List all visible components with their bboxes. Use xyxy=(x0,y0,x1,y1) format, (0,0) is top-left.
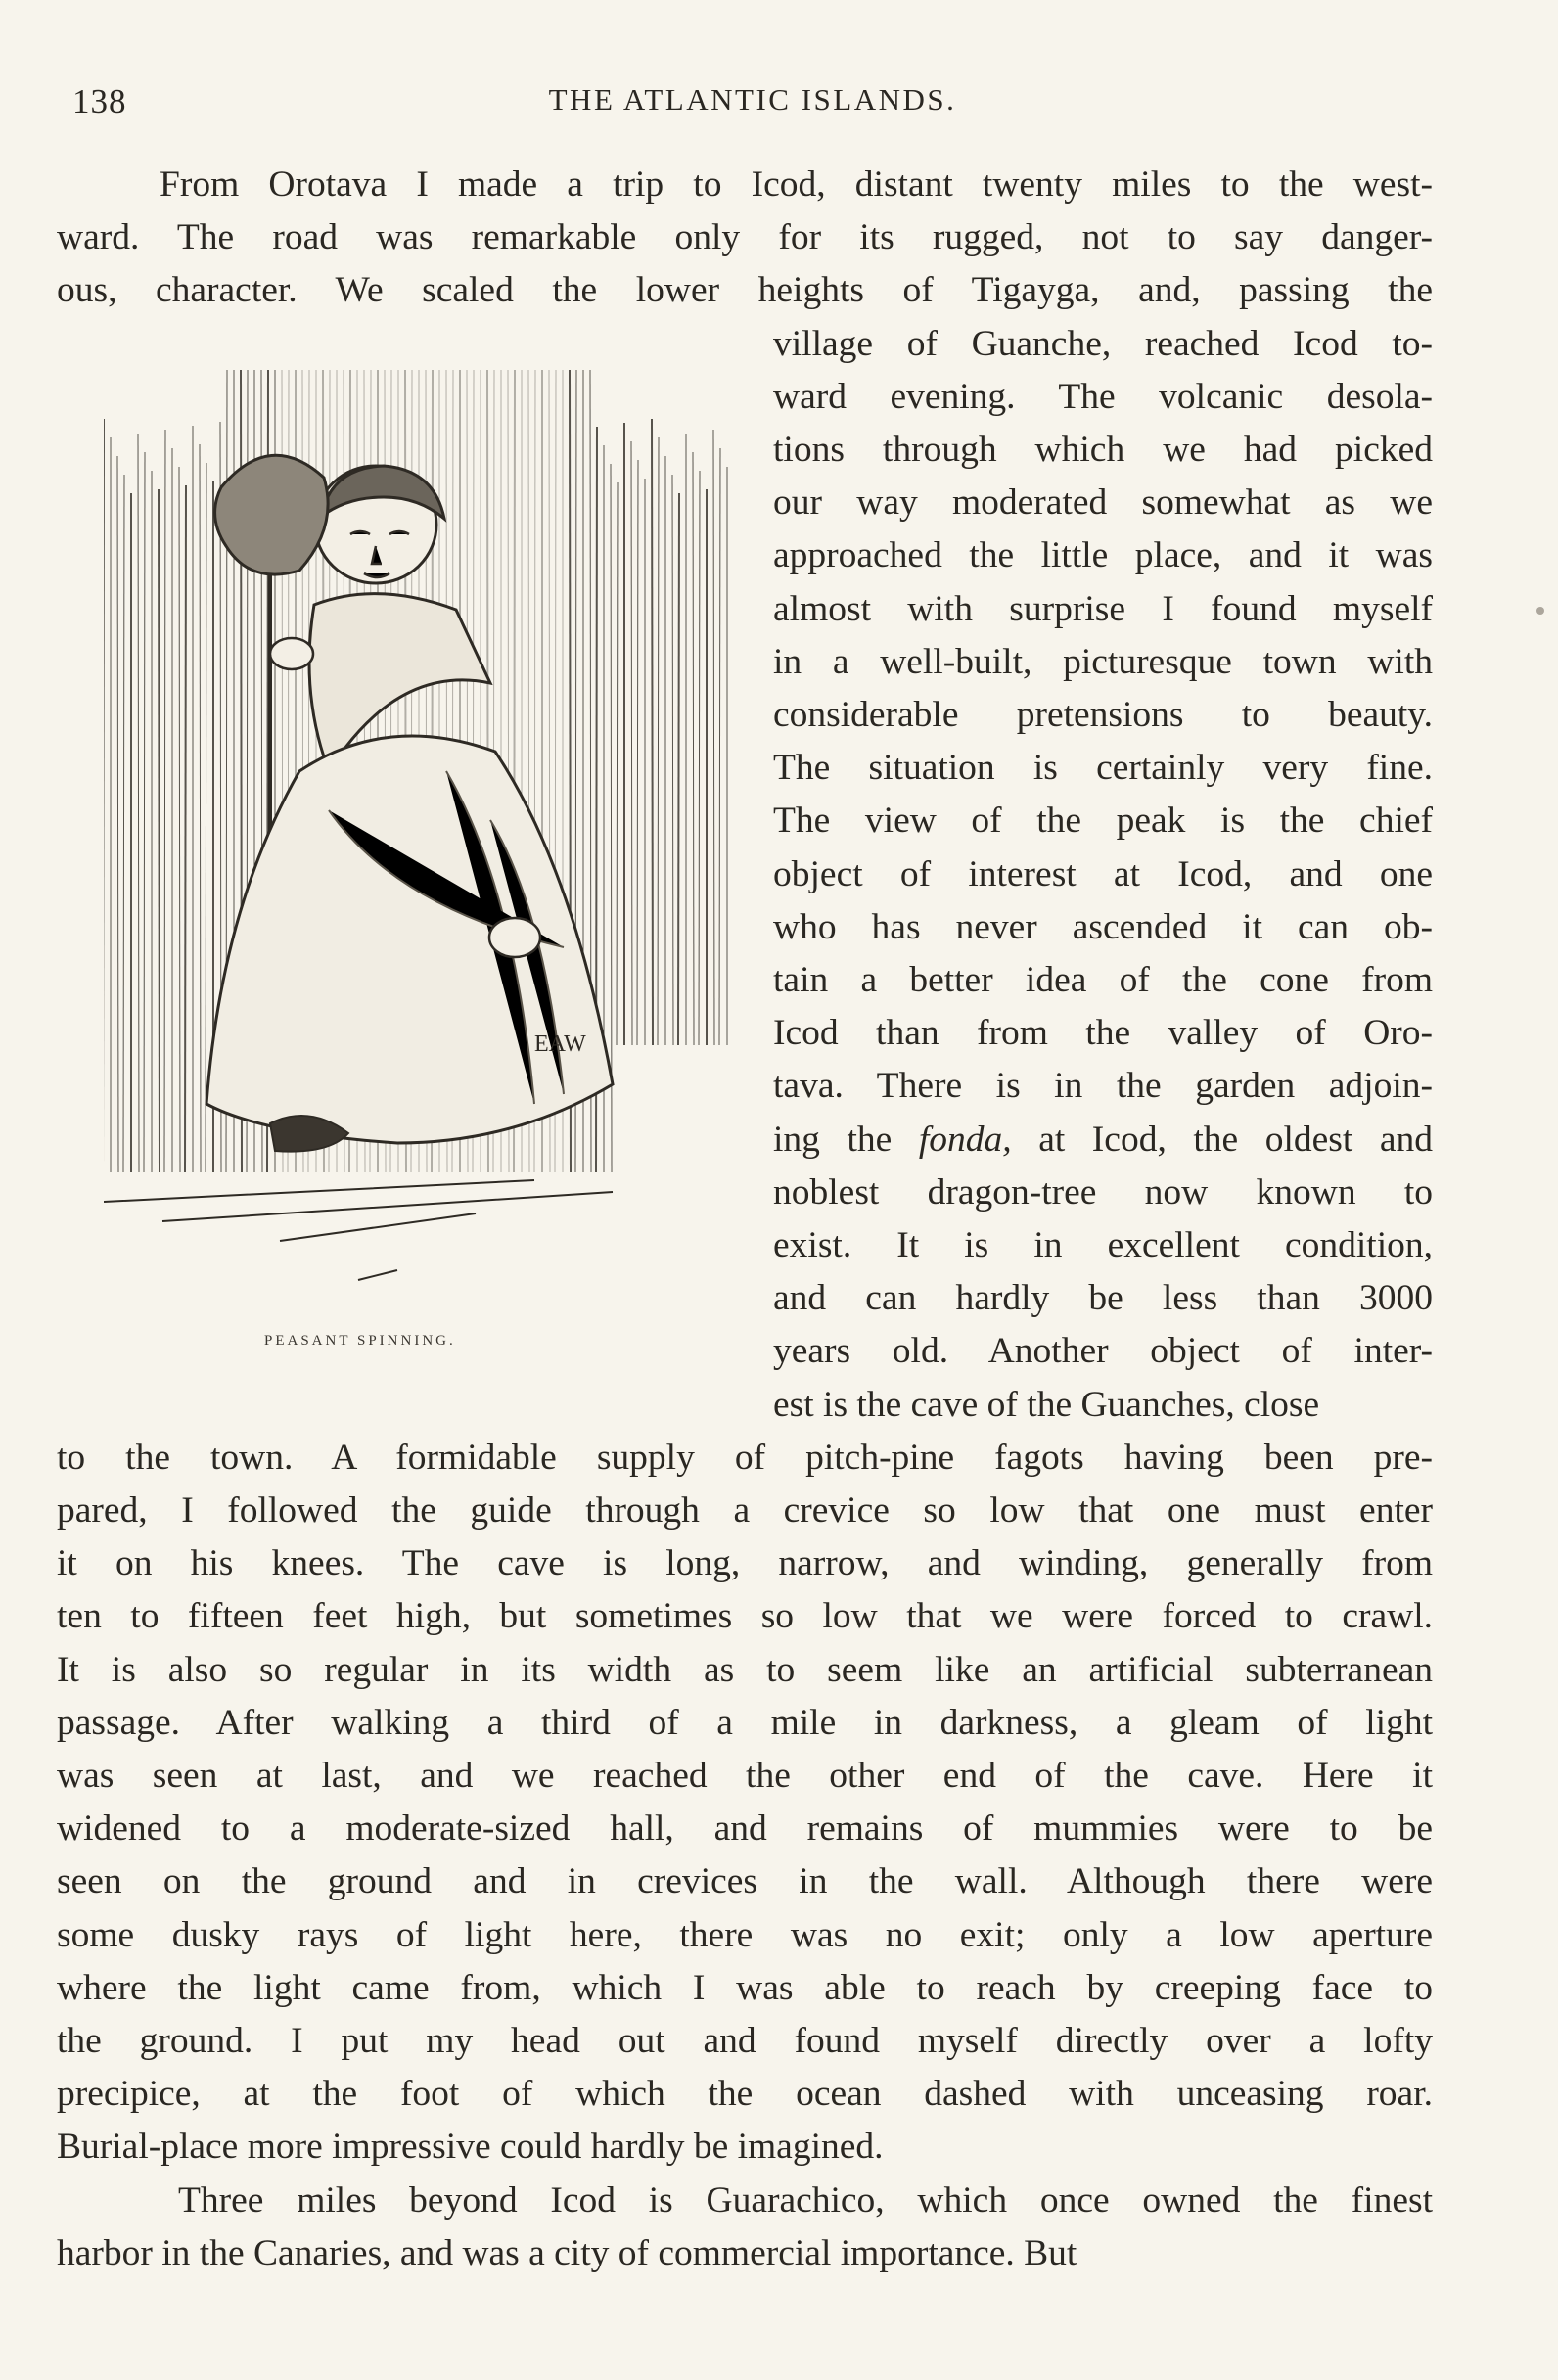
text-line: tain a better idea of the cone from xyxy=(773,960,1433,1000)
text-line: It is also so regular in its width as to seem like an artificial subterranean xyxy=(57,1650,1433,1690)
text-line: and can hardly be less than 3000 xyxy=(773,1278,1433,1318)
text-line: Icod than from the valley of Oro- xyxy=(773,1013,1433,1053)
text-line: years old. Another object of inter- xyxy=(773,1331,1433,1371)
text-line: precipice, at the foot of which the ocean dashed with unceasing roar. xyxy=(57,2074,1433,2114)
figure-caption: PEASANT SPINNING. xyxy=(264,1333,456,1349)
text-line: our way moderated somewhat as we xyxy=(773,482,1433,523)
text-line: some dusky rays of light here, there was no exit; only a low aperture xyxy=(57,1915,1433,1955)
text-line: noblest dragon-tree now known to xyxy=(773,1172,1433,1213)
text-line: The situation is certainly very fine. xyxy=(773,748,1433,788)
text-line: passage. After walking a third of a mile in darkness, a gleam of light xyxy=(57,1703,1433,1743)
text-line: ward evening. The volcanic desola- xyxy=(773,377,1433,417)
text-line: it on his knees. The cave is long, narrow, and winding, generally from xyxy=(57,1543,1433,1583)
engraving xyxy=(104,360,730,1300)
illustration-peasant-spinning xyxy=(104,360,730,1300)
text-line: where the light came from, which I was able to reach by creeping face to xyxy=(57,1968,1433,2008)
text-line: object of interest at Icod, and one xyxy=(773,854,1433,894)
page-number: 138 xyxy=(72,82,127,120)
text-line: exist. It is in excellent condition, xyxy=(773,1225,1433,1265)
running-head: THE ATLANTIC ISLANDS. xyxy=(548,82,957,116)
text-line: harbor in the Canaries, and was a city of commercial importance. But xyxy=(57,2233,1077,2273)
text-line: pared, I followed the guide through a crevice so low that one must enter xyxy=(57,1490,1433,1531)
text-line: in a well-built, picturesque town with xyxy=(773,642,1433,682)
text-line: considerable pretensions to beauty. xyxy=(773,695,1433,735)
text-line: Three miles beyond Icod is Guarachico, which once owned the finest xyxy=(178,2180,1433,2220)
text-line: The view of the peak is the chief xyxy=(773,801,1433,841)
text-line: to the town. A formidable supply of pitch-pine fagots having been pre- xyxy=(57,1438,1433,1478)
text-line: almost with surprise I found myself xyxy=(773,589,1433,629)
engraver-mark: EAW xyxy=(534,1031,586,1057)
text-line: est is the cave of the Guanches, close xyxy=(773,1385,1320,1425)
page-header xyxy=(72,82,1433,131)
paper-speck xyxy=(1536,607,1544,615)
text-line: Burial-place more impressive could hardly be imagined. xyxy=(57,2127,884,2167)
text-line: ing the fonda, at Icod, the oldest and xyxy=(773,1120,1433,1160)
text-line: village of Guanche, reached Icod to- xyxy=(773,324,1433,364)
text-line: tions through which we had picked xyxy=(773,430,1433,470)
text-line: was seen at last, and we reached the other end of the cave. Here it xyxy=(57,1756,1433,1796)
text-line: ous, character. We scaled the lower heights of Tigayga, and, passing the xyxy=(57,270,1433,310)
text-line: the ground. I put my head out and found myself directly over a lofty xyxy=(57,2021,1433,2061)
text-line: ten to fifteen feet high, but sometimes so low that we were forced to crawl. xyxy=(57,1596,1433,1636)
text-line: tava. There is in the garden adjoin- xyxy=(773,1066,1433,1106)
text-line: approached the little place, and it was xyxy=(773,535,1433,575)
text-line: who has never ascended it can ob- xyxy=(773,907,1433,947)
text-line: seen on the ground and in crevices in the wall. Although there were xyxy=(57,1861,1433,1901)
text-line: widened to a moderate-sized hall, and remains of mummies were to be xyxy=(57,1808,1433,1849)
text-line: From Orotava I made a trip to Icod, distant twenty miles to the west- xyxy=(160,164,1433,205)
text-line: ward. The road was remarkable only for its rugged, not to say danger- xyxy=(57,217,1433,257)
